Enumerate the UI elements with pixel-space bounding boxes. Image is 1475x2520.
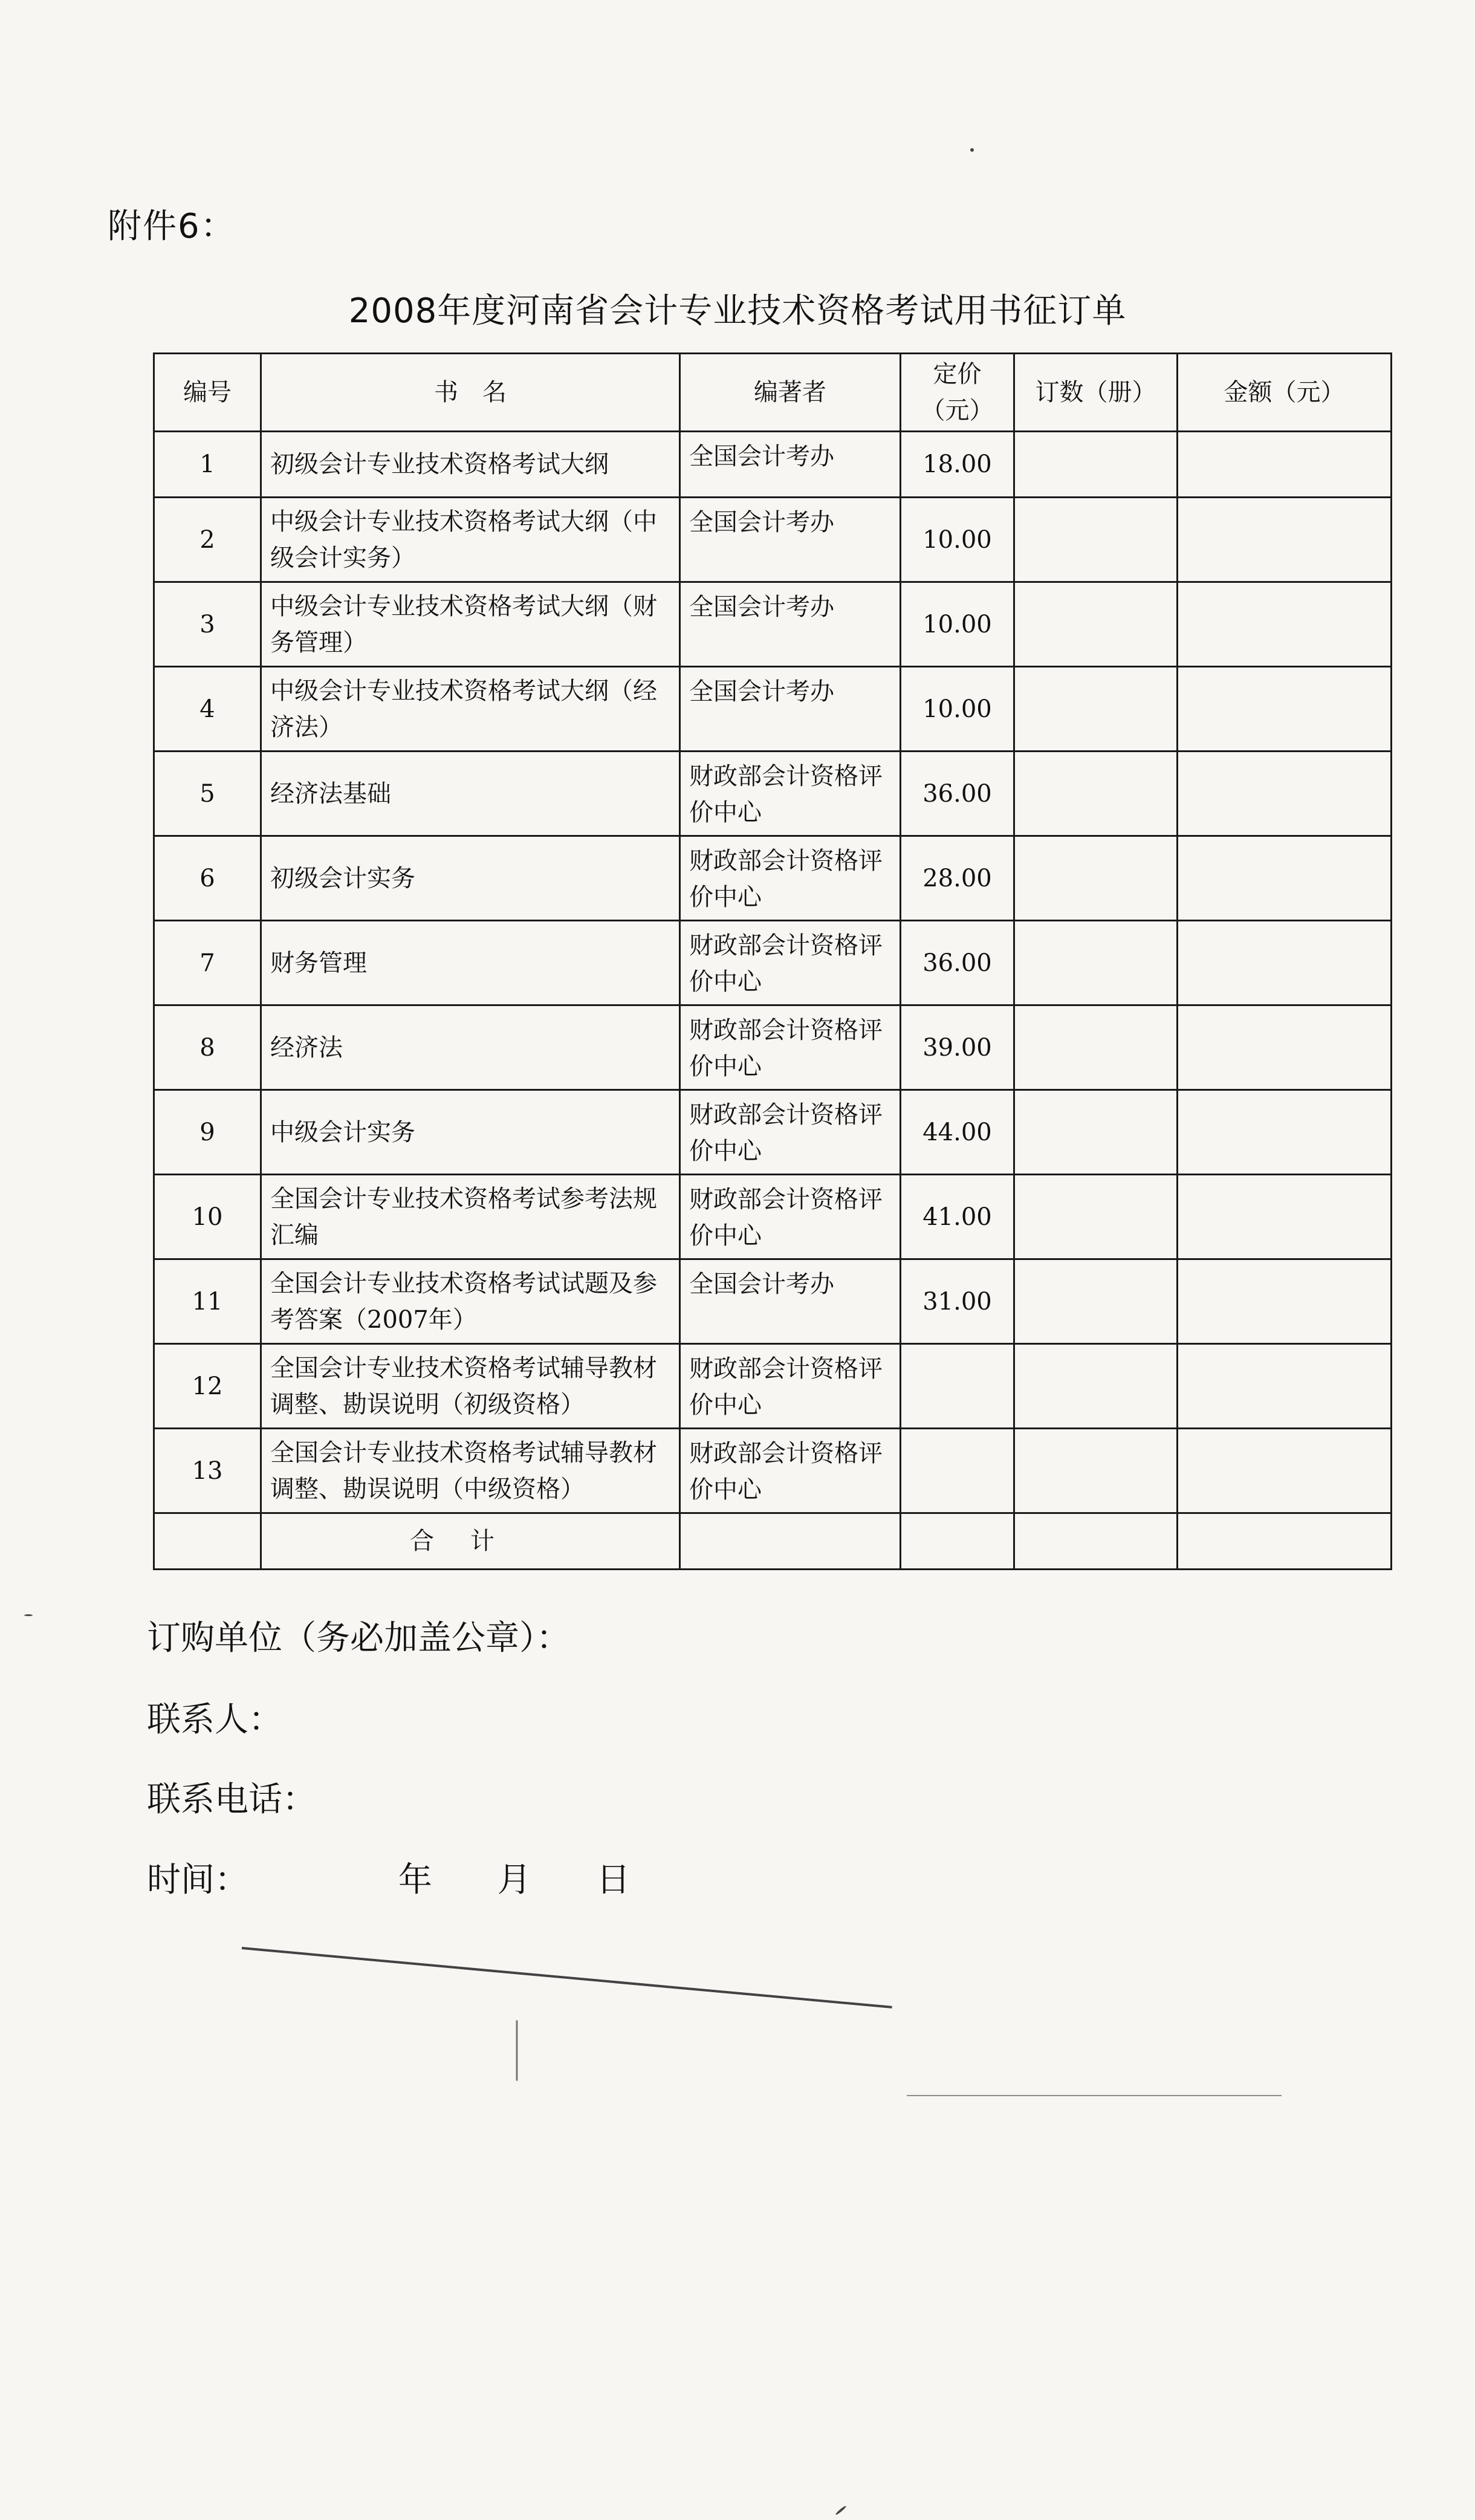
row-title: 全国会计专业技术资格考试参考法规汇编 bbox=[261, 1175, 680, 1259]
row-no: 9 bbox=[154, 1090, 261, 1175]
row-author: 全国会计考办 bbox=[680, 498, 901, 582]
row-author: 财政部会计资格评价中心 bbox=[680, 752, 901, 836]
header-price-line2: （元） bbox=[921, 397, 994, 424]
table-row bbox=[154, 582, 1392, 667]
scan-artifact-speck bbox=[835, 2505, 846, 2515]
row-price: 31.00 bbox=[901, 1259, 1014, 1344]
table-row bbox=[154, 1175, 1392, 1259]
row-no: 2 bbox=[154, 498, 261, 582]
row-author: 财政部会计资格评价中心 bbox=[680, 1005, 901, 1090]
row-price: 36.00 bbox=[901, 752, 1014, 836]
header-amount: 金额（元） bbox=[1178, 354, 1392, 432]
row-amount-cell[interactable] bbox=[1178, 1090, 1392, 1175]
row-qty-cell[interactable] bbox=[1014, 1175, 1178, 1259]
row-author: 全国会计考办 bbox=[680, 1259, 901, 1344]
total-label: 合计 bbox=[261, 1513, 680, 1570]
row-qty-cell[interactable] bbox=[1014, 582, 1178, 667]
row-no: 13 bbox=[154, 1429, 261, 1513]
table-row bbox=[154, 1259, 1392, 1344]
row-qty-cell[interactable] bbox=[1014, 1429, 1178, 1513]
row-price: 41.00 bbox=[901, 1175, 1014, 1259]
attachment-label: 附件6： bbox=[108, 207, 236, 246]
row-author: 全国会计考办 bbox=[680, 432, 901, 498]
row-no: 8 bbox=[154, 1005, 261, 1090]
total-author-cell bbox=[680, 1513, 901, 1570]
row-qty-cell[interactable] bbox=[1014, 836, 1178, 921]
table-row bbox=[154, 921, 1392, 1005]
row-author: 财政部会计资格评价中心 bbox=[680, 921, 901, 1005]
row-amount-cell[interactable] bbox=[1178, 752, 1392, 836]
table-row bbox=[154, 752, 1392, 836]
row-amount-cell[interactable] bbox=[1178, 1344, 1392, 1429]
table-row bbox=[154, 836, 1392, 921]
scan-artifact-line bbox=[516, 2021, 518, 2081]
date-field bbox=[147, 1853, 630, 1901]
total-no-cell bbox=[154, 1513, 261, 1570]
scan-artifact-speck bbox=[24, 1614, 33, 1616]
row-price: 10.00 bbox=[901, 498, 1014, 582]
row-amount-cell[interactable] bbox=[1178, 432, 1392, 498]
row-author: 全国会计考办 bbox=[680, 667, 901, 752]
row-title: 中级会计专业技术资格考试大纲（中级会计实务） bbox=[261, 498, 680, 582]
row-no: 4 bbox=[154, 667, 261, 752]
ordering-org-field: 订购单位（务必加盖公章）： bbox=[147, 1619, 570, 1658]
row-author: 财政部会计资格评价中心 bbox=[680, 1090, 901, 1175]
row-title: 全国会计专业技术资格考试试题及参考答案（2007年） bbox=[261, 1259, 680, 1344]
row-no: 10 bbox=[154, 1175, 261, 1259]
row-amount-cell[interactable] bbox=[1178, 836, 1392, 921]
table-row bbox=[154, 1090, 1392, 1175]
row-title: 经济法基础 bbox=[261, 752, 680, 836]
header-price-line1: 定价 bbox=[933, 360, 982, 388]
row-price: 28.00 bbox=[901, 836, 1014, 921]
row-no: 12 bbox=[154, 1344, 261, 1429]
header-author: 编著者 bbox=[680, 354, 901, 432]
row-qty-cell[interactable] bbox=[1014, 498, 1178, 582]
date-day: 日 bbox=[596, 1860, 631, 1900]
header-title: 书 名 bbox=[261, 354, 680, 432]
row-title: 全国会计专业技术资格考试辅导教材调整、勘误说明（中级资格） bbox=[261, 1429, 680, 1513]
row-title: 初级会计实务 bbox=[261, 836, 680, 921]
row-author: 财政部会计资格评价中心 bbox=[680, 1429, 901, 1513]
row-title: 中级会计专业技术资格考试大纲（财务管理） bbox=[261, 582, 680, 667]
total-row bbox=[154, 1513, 1392, 1570]
row-qty-cell[interactable] bbox=[1014, 921, 1178, 1005]
header-qty: 订数（册） bbox=[1014, 354, 1178, 432]
row-amount-cell[interactable] bbox=[1178, 921, 1392, 1005]
row-no: 5 bbox=[154, 752, 261, 836]
total-qty-cell[interactable] bbox=[1014, 1513, 1178, 1570]
row-amount-cell[interactable] bbox=[1178, 1175, 1392, 1259]
row-price: 36.00 bbox=[901, 921, 1014, 1005]
row-no: 1 bbox=[154, 432, 261, 498]
row-price bbox=[901, 1429, 1014, 1513]
scan-artifact-line bbox=[242, 1947, 892, 2009]
row-author: 财政部会计资格评价中心 bbox=[680, 1344, 901, 1429]
contact-person-field: 联系人： bbox=[147, 1700, 282, 1739]
row-title: 中级会计实务 bbox=[261, 1090, 680, 1175]
table-row bbox=[154, 1344, 1392, 1429]
row-qty-cell[interactable] bbox=[1014, 1344, 1178, 1429]
row-qty-cell[interactable] bbox=[1014, 1259, 1178, 1344]
row-qty-cell[interactable] bbox=[1014, 432, 1178, 498]
table-row bbox=[154, 1005, 1392, 1090]
row-no: 3 bbox=[154, 582, 261, 667]
row-qty-cell[interactable] bbox=[1014, 667, 1178, 752]
date-label: 时间： bbox=[147, 1860, 248, 1900]
table-row bbox=[154, 432, 1392, 498]
phone-field: 联系电话： bbox=[147, 1780, 316, 1819]
row-amount-cell[interactable] bbox=[1178, 582, 1392, 667]
table-header-row bbox=[154, 354, 1392, 432]
row-title: 中级会计专业技术资格考试大纲（经济法） bbox=[261, 667, 680, 752]
row-price: 39.00 bbox=[901, 1005, 1014, 1090]
row-price bbox=[901, 1344, 1014, 1429]
row-no: 7 bbox=[154, 921, 261, 1005]
total-amount-cell[interactable] bbox=[1178, 1513, 1392, 1570]
row-price: 10.00 bbox=[901, 582, 1014, 667]
row-qty-cell[interactable] bbox=[1014, 1005, 1178, 1090]
row-price: 18.00 bbox=[901, 432, 1014, 498]
row-amount-cell[interactable] bbox=[1178, 1429, 1392, 1513]
header-price bbox=[901, 354, 1014, 432]
row-title: 财务管理 bbox=[261, 921, 680, 1005]
date-month: 月 bbox=[497, 1860, 531, 1900]
date-year: 年 bbox=[398, 1860, 432, 1900]
row-qty-cell[interactable] bbox=[1014, 1090, 1178, 1175]
table-row bbox=[154, 498, 1392, 582]
row-author: 财政部会计资格评价中心 bbox=[680, 836, 901, 921]
row-amount-cell[interactable] bbox=[1178, 498, 1392, 582]
row-no: 11 bbox=[154, 1259, 261, 1344]
row-title: 经济法 bbox=[261, 1005, 680, 1090]
scan-artifact-speck bbox=[970, 148, 974, 152]
row-qty-cell[interactable] bbox=[1014, 752, 1178, 836]
row-price: 10.00 bbox=[901, 667, 1014, 752]
document-title: 2008年度河南省会计专业技术资格考试用书征订单 bbox=[348, 291, 1127, 331]
row-price: 44.00 bbox=[901, 1090, 1014, 1175]
row-title: 全国会计专业技术资格考试辅导教材调整、勘误说明（初级资格） bbox=[261, 1344, 680, 1429]
row-amount-cell[interactable] bbox=[1178, 1005, 1392, 1090]
row-author: 财政部会计资格评价中心 bbox=[680, 1175, 901, 1259]
row-no: 6 bbox=[154, 836, 261, 921]
scan-artifact-line bbox=[907, 2095, 1282, 2096]
order-table bbox=[153, 352, 1392, 1570]
total-price-cell bbox=[901, 1513, 1014, 1570]
row-amount-cell[interactable] bbox=[1178, 667, 1392, 752]
table-row bbox=[154, 667, 1392, 752]
header-no: 编号 bbox=[154, 354, 261, 432]
row-author: 全国会计考办 bbox=[680, 582, 901, 667]
row-amount-cell[interactable] bbox=[1178, 1259, 1392, 1344]
table-row bbox=[154, 1429, 1392, 1513]
row-title: 初级会计专业技术资格考试大纲 bbox=[261, 432, 680, 498]
